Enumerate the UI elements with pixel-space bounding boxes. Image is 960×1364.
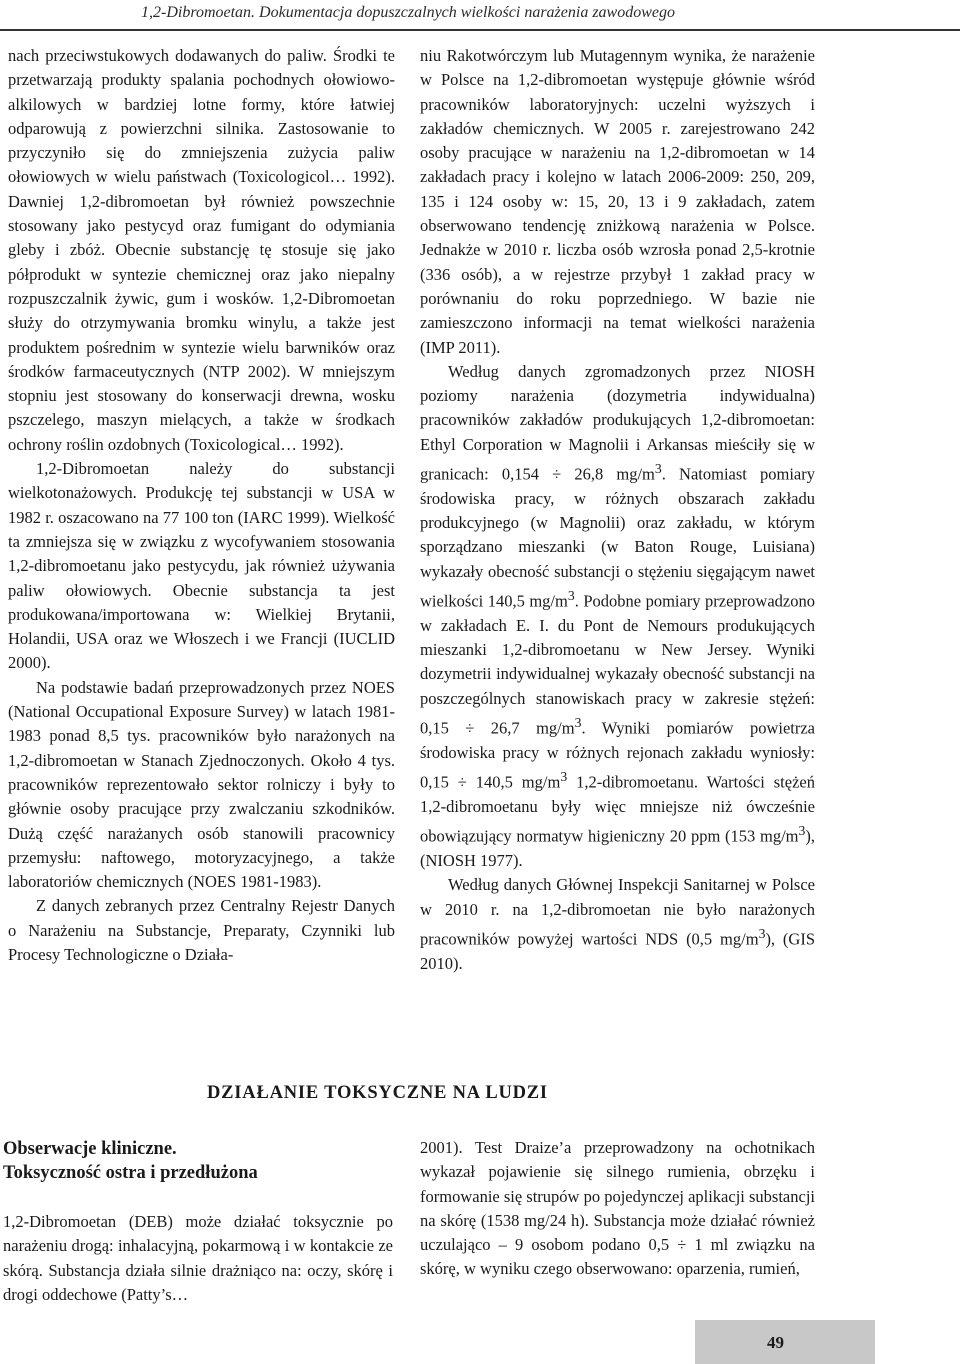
- niosh-text-c: . Podobne pomiary przeprowadzono w zakładach E. I. du Pont de Nemours produkujących mieszanki 1,2-dibromoetanu w New Jersey. Wyniki dozymetrii indywidualnej wykazały obecność substancji na poszczególnych stanowiskach pracy w zakresie stężeń: 0,15 ÷ 26,7 mg/m: [420, 591, 815, 738]
- bottom-right-column: [420, 1136, 815, 1282]
- superscript-3: 3: [798, 823, 806, 839]
- niosh-text-f: ), (NIOSH 1977).: [420, 826, 815, 870]
- superscript-3: 3: [560, 769, 568, 785]
- niosh-text-b: . Natomiast pomiary środowiska pracy, w różnych obszarach zakładu produkcyjnego (w Magnolii) oraz zakładu, w którym sporządzano mieszanki (w Baton Rouge, Luisiana) wykazały obecność substancji o stężeniu sięgającym nawet wielkości 140,5 mg/m: [420, 464, 816, 611]
- right-paragraph-1: niu Rakotwórczym lub Mutagennym wynika, że narażenie w Polsce na 1,2-dibromoetan występuje głównie wśród pracowników laboratoryjnych: uczelni wyższych i zakładów chemicznych. W 2005 r. zarejestrowano 242 osoby pracujące w narażeniu na 1,2-dibromoetan w 14 zakładach pracy i kolejno w latach 2006-2009: 250, 209, 135 i 124 osoby w: 15, 20, 13 i 9 zakładach, zatem obserwowano tendencję zniżkową narażenia w Polsce. Jednakże w 2010 r. liczba osób wzrosła ponad 2,5-krotnie (336 osób), a w rejestrze przybył 1 zakład pracy w porównaniu do roku poprzedniego. W bazie nie zamieszczono informacji na temat wielkości narażenia (IMP 2011).: [420, 46, 815, 357]
- right-paragraph-3: [420, 873, 815, 976]
- bottom-left-column: [3, 1210, 393, 1307]
- superscript-3: 3: [654, 461, 662, 477]
- sub-heading: [3, 1137, 393, 1185]
- header-rule: [0, 29, 960, 31]
- running-header: [0, 0, 960, 38]
- right-paragraph-2: [420, 360, 815, 873]
- niosh-text-e: 1,2-dibromoetanu. Wartości stężeń 1,2-dibromoetanu były więc mniejsze niż ówcześnie obowiązujący normatyw higieniczny 20 ppm (153 mg/m: [420, 772, 815, 846]
- page-number-badge: [695, 1320, 875, 1364]
- superscript-3: 3: [758, 925, 766, 941]
- page-number: 49: [767, 1333, 784, 1352]
- gis-text-b: ), (GIS 2010).: [420, 929, 816, 973]
- left-column: [8, 44, 395, 967]
- sub-heading-line-2: Toksyczność ostra i przedłużona: [3, 1163, 258, 1183]
- right-column: [420, 44, 815, 976]
- superscript-3: 3: [567, 588, 575, 604]
- gis-text-a: Według danych Głównej Inspekcji Sanitarnej w Polsce w 2010 r. na 1,2-dibromoetan nie było narażonych pracowników powyżej wartości NDS (0,5 mg/m: [420, 875, 815, 949]
- left-paragraph-4: Z danych zebranych przez Centralny Rejestr Danych o Narażeniu na Substancje, Preparaty, Czynniki lub Procesy Technologiczne o Działa-: [8, 896, 395, 964]
- toxicity-paragraph-left: 1,2-Dibromoetan (DEB) może działać toksycznie po narażeniu drogą: inhalacyjną, pokarmową i w kontakcie ze skórą. Substancja działa silnie drażniąco na: oczy, skórę i drogi oddechowe (Patty’s…: [3, 1212, 393, 1304]
- left-paragraph-3: Na podstawie badań przeprowadzonych przez NOES (National Occupational Exposure Survey) w latach 1981-1983 ponad 8,5 tys. pracowników było narażonych na 1,2-dibromoetan w Stanach Zjednoczonych. Około 4 tys. pracowników reprezentowało sektor rolniczy i były to głównie osoby pracujące przy zwalczaniu szkodników. Dużą część narażanych osób stanowili pracownicy przemysłu: naftowego, motoryzacyjnego, a także laboratoriów chemicznych (NOES 1981-1983).: [8, 677, 395, 892]
- toxicity-paragraph-right: 2001). Test Draize’a przeprowadzony na ochotnikach wykazał pojawienie się silnego rumienia, obrzęku i formowanie się strupów po pojedynczej aplikacji substancji na skórę (1538 mg/24 h). Substancja może działać również uczulająco – 9 osobom podano 0,5 ÷ 1 ml związku na skórę, w wyniku czego obserwowano: oparzenia, rumień,: [420, 1138, 815, 1279]
- section-heading: DZIAŁANIE TOKSYCZNE NA LUDZI: [207, 1083, 548, 1103]
- niosh-text-a: Według danych zgromadzonych przez NIOSH poziomy narażenia (dozymetria indywidualna) pracowników zakładów produkujących 1,2-dibromoetan: Ethyl Corporation w Magnolii i Arkansas mieściły się w granicach: 0,154 ÷ 26,8 mg/m: [420, 361, 815, 484]
- niosh-text-d: . Wyniki pomiarów powietrza środowiska pracy w różnych rejonach zakładu wyniosły: 0,15 ÷ 140,5 mg/m: [420, 718, 815, 792]
- running-title: 1,2-Dibromoetan. Dokumentacja dopuszczalnych wielkości narażenia zawodowego: [140, 4, 675, 21]
- left-paragraph-2: 1,2-Dibromoetan należy do substancji wielkotonażowych. Produkcję tej substancji w USA w 1982 r. oszacowano na 77 100 ton (IARC 1999). Wielkość ta zmniejsza się w związku z wycofywaniem stosowania 1,2-dibromoetanu jako pestycydu, jak również używania paliw ołowiowych. Obecnie substancja ta jest produkowana/importowana w: Wielkiej Brytanii, Holandii, USA oraz we Włoszech i we Francji (IUCLID 2000).: [8, 459, 395, 673]
- superscript-3: 3: [574, 715, 582, 731]
- left-paragraph-1: nach przeciwstukowych dodawanych do paliw. Środki te przetwarzają produkty spalania pochodnych ołowiowo-alkilowych w bardziej lotne formy, które łatwiej odparowują z powierzchni silnika. Zastosowanie to przyczyniło się do zmniejszenia zużycia paliw ołowiowych w wielu państwach (Toxicologicol… 1992). Dawniej 1,2-dibromoetan był również powszechnie stosowany jako pestycyd oraz fumigant do odymiania gleby i zbóż. Obecnie substancję tę stosuje się jako półprodukt w syntezie chemicznej oraz jako niepalny rozpuszczalnik żywic, gum i wosków. 1,2-Dibromoetan służy do otrzymywania bromku winylu, a także jest produktem pośrednim w syntezie wielu barwników oraz środków farmaceutycznych (NTP 2002). W mniejszym stopniu jest stosowany do konserwacji drewna, wosku pszczelego, maszyn mielących, a także w środkach ochrony roślin ozdobnych (Toxicological… 1992).: [8, 46, 395, 454]
- sub-heading-line-1: Obserwacje kliniczne.: [3, 1139, 177, 1159]
